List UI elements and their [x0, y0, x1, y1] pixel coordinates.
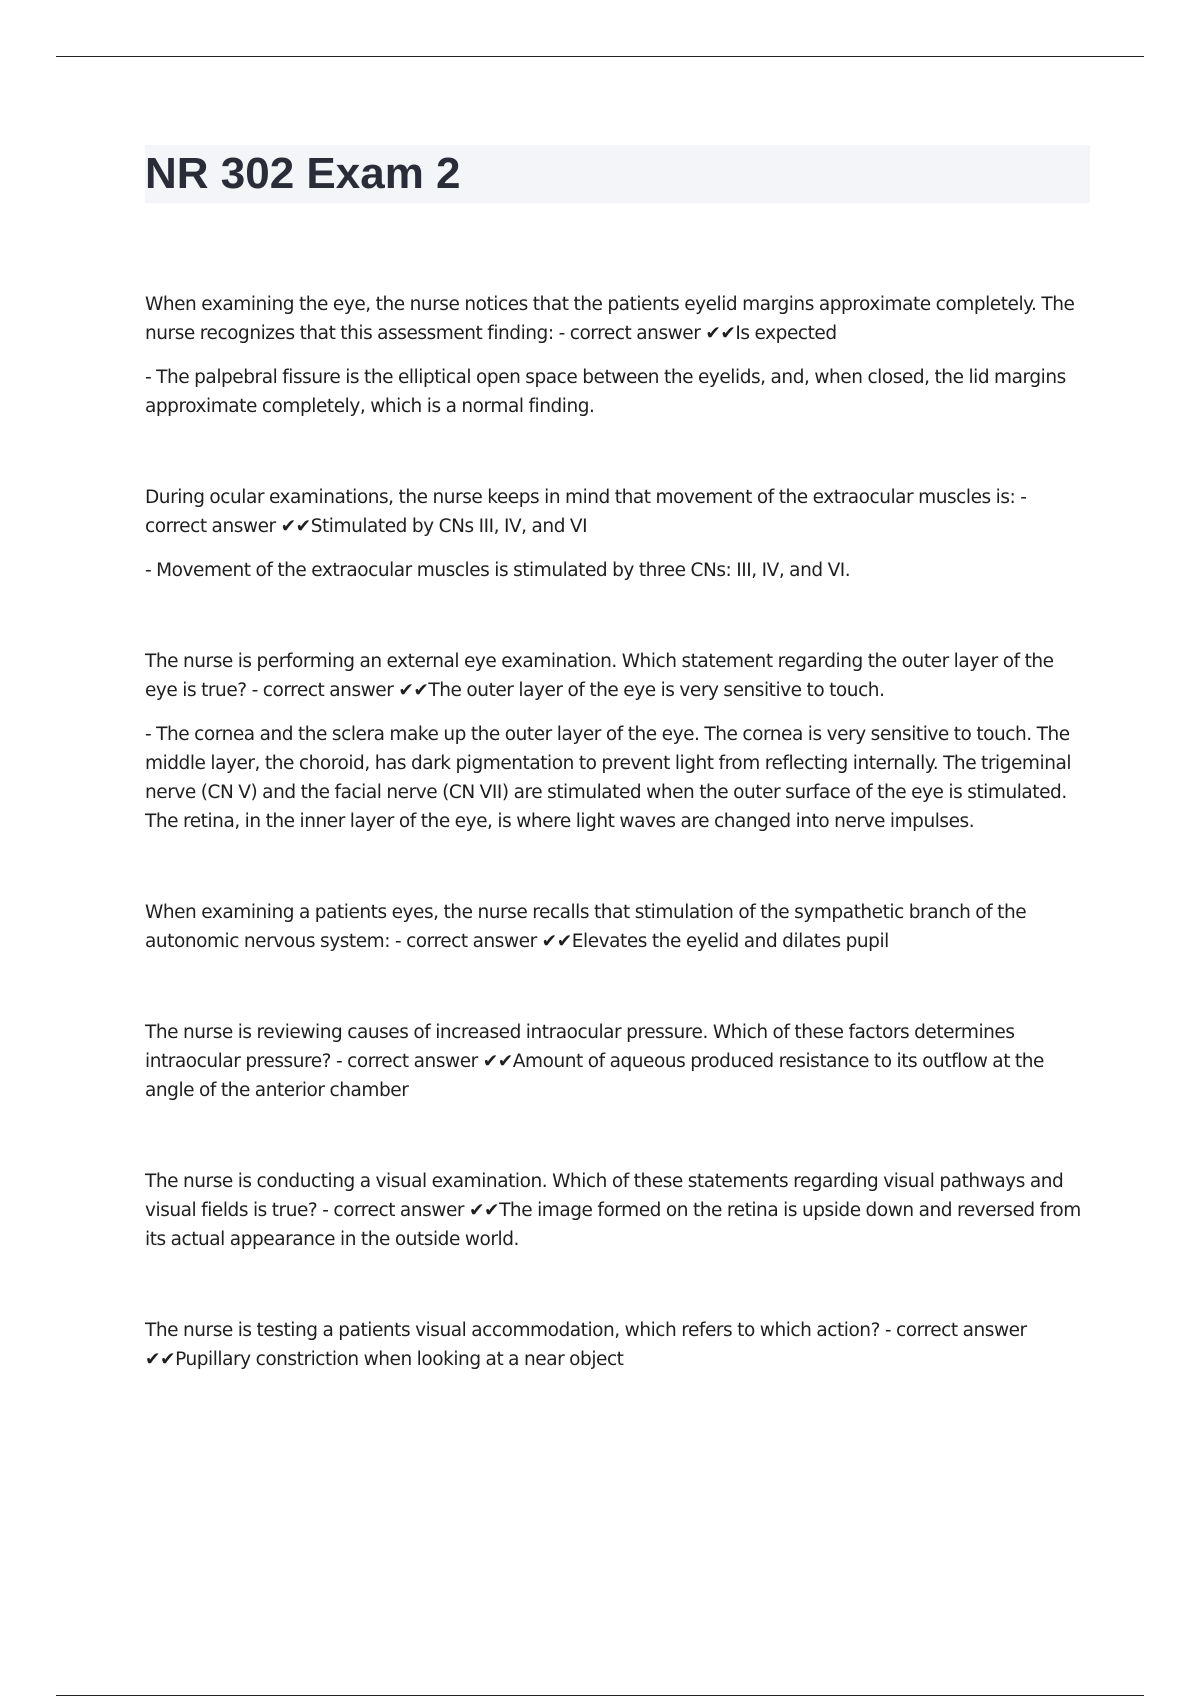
question-text: When examining the eye, the nurse notices that the patients eyelid margins approximate completely. The nurse recognizes that this assessment finding: - correct answer ✔✔Is expected [145, 294, 1075, 344]
question-text: When examining a patients eyes, the nurse recalls that stimulation of the sympathetic branch of the autonomic nervous system: - correct answer ✔✔Elevates the eyelid and dilates pupil [145, 902, 1027, 952]
qa-item [145, 290, 1090, 421]
explanation-text: - Movement of the extraocular muscles is stimulated by three CNs: III, IV, and VI. [145, 560, 851, 581]
top-rule [56, 56, 1144, 57]
explanation-text: - The palpebral fissure is the elliptical open space between the eyelids, and, when closed, the lid margins approximate completely, which is a normal finding. [145, 367, 1066, 417]
page-title: NR 302 Exam 2 [145, 149, 461, 198]
qa-item [145, 898, 1090, 956]
qa-item [145, 647, 1090, 836]
question-text: The nurse is performing an external eye examination. Which statement regarding the outer layer of the eye is true? - correct answer ✔✔The outer layer of the eye is very sensitive to touch. [145, 651, 1054, 701]
qa-item [145, 1018, 1090, 1105]
qa-item [145, 1316, 1090, 1374]
qa-item [145, 1167, 1090, 1254]
question-text: During ocular examinations, the nurse keeps in mind that movement of the extraocular muscles is: - correct answer ✔✔Stimulated by CNs III, IV, and VI [145, 487, 1027, 537]
qa-list [145, 290, 1090, 1436]
question-text: The nurse is reviewing causes of increased intraocular pressure. Which of these factors determines intraocular pressure? - correct answer ✔✔Amount of aqueous produced resistance to its outflow at the angle of the anterior chamber [145, 1022, 1044, 1101]
question-text: The nurse is conducting a visual examination. Which of these statements regarding visual pathways and visual fields is true? - correct answer ✔✔The image formed on the retina is upside down and reversed from its actual appearance in the outside world. [145, 1171, 1081, 1250]
question-text: The nurse is testing a patients visual accommodation, which refers to which action? - correct answer ✔✔Pupillary constriction when looking at a near object [145, 1320, 1027, 1370]
explanation-text: - The cornea and the sclera make up the outer layer of the eye. The cornea is very sensitive to touch. The middle layer, the choroid, has dark pigmentation to prevent light from reflecting internally. The trigeminal nerve (CN V) and the facial nerve (CN VII) are stimulated when the outer surface of the eye is stimulated. The retina, in the inner layer of the eye, is where light waves are changed into nerve impulses. [145, 724, 1072, 832]
bottom-rule [56, 1695, 1144, 1696]
qa-item [145, 483, 1090, 585]
